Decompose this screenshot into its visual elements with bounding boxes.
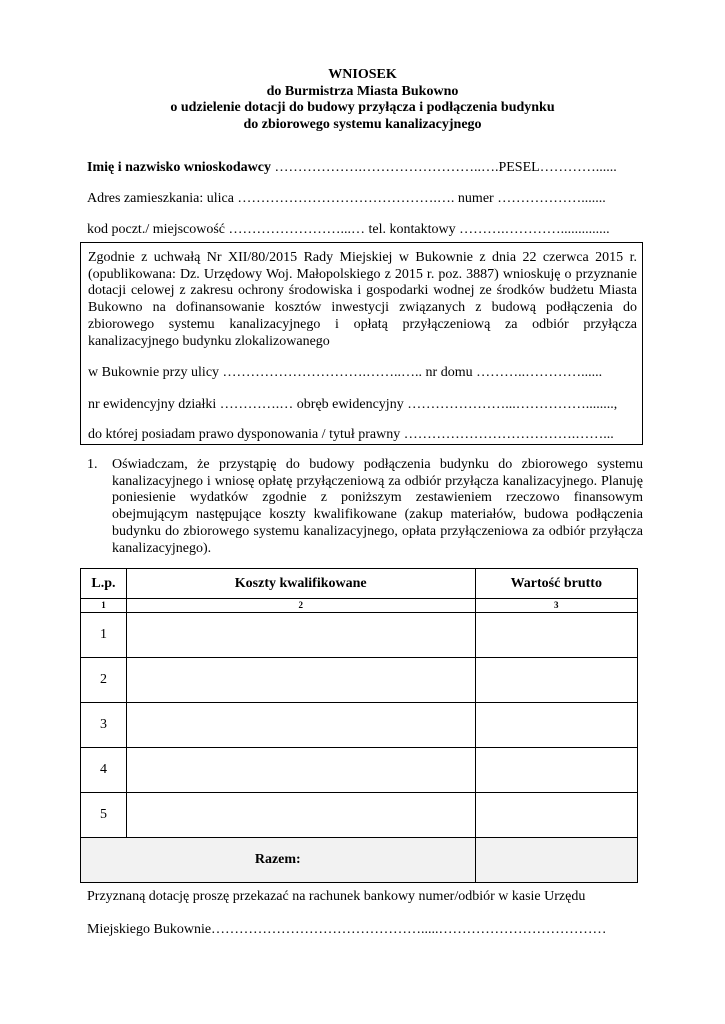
row-number: 3 — [81, 703, 127, 748]
row-number: 5 — [81, 793, 127, 838]
table-row — [81, 793, 638, 838]
table-row — [81, 613, 638, 658]
applicant-name-label: Imię i nazwisko wnioskodawcy — [87, 160, 271, 175]
applicant-name-line — [87, 160, 617, 176]
request-paragraph: Zgodnie z uchwałą Nr XII/80/2015 Rady Miejskiej w Bukownie z dnia 22 czerwca 2015 r. (opublikowana: Dz. Urzędowy Woj. Małopolskiego z 2015 r. poz. 3887) wnioskuję o przyznanie dotacji celowej z zakresu ochrony środowiska i gospodarki wodnej ze środków budżetu Miasta Bukowno na dofinansowanie kosztów inwestycji związanych z budową podłączenia do zbiorowego systemu kanalizacyjnego i opłatą przyłączeniową za odbiór przyłącza kanalizacyjnego budynku zlokalizowanego — [88, 250, 637, 349]
address-line[interactable]: Adres zamieszkania: ulica …………………………………….…. numer ………………....... — [87, 191, 606, 206]
cost-cell[interactable] — [126, 793, 475, 838]
bank-account-line: Przyznaną dotację proszę przekazać na rachunek bankowy numer/odbiór w kasie Urzędu — [87, 889, 586, 904]
subheader-2: 2 — [126, 599, 475, 613]
table-subheader-row — [81, 599, 638, 613]
table-row — [81, 658, 638, 703]
row-number: 1 — [81, 613, 127, 658]
table-row — [81, 703, 638, 748]
subheader-3: 3 — [475, 599, 637, 613]
street-line[interactable]: w Bukownie przy ulicy ………………………….……..….. nr domu ………..…………...... — [88, 365, 603, 380]
cost-cell[interactable] — [126, 748, 475, 793]
total-row — [81, 838, 638, 883]
legal-title-line[interactable]: do której posiadam prawo dysponowania / tytuł prawny ……………………………….……... — [88, 427, 614, 442]
document-header — [0, 67, 725, 133]
total-value-cell[interactable] — [475, 838, 637, 883]
row-number: 4 — [81, 748, 127, 793]
table-header-row — [81, 569, 638, 599]
postal-line[interactable]: kod poczt./ miejscowość ……………………...… tel. kontaktowy ……….………….............. — [87, 222, 610, 237]
parcel-line[interactable]: nr ewidencyjny działki ………….… obręb ewidencyjny …………………...……………........, — [88, 397, 618, 412]
applicant-name-field[interactable]: ……………….……………………..….PESEL…………...... — [270, 160, 617, 175]
value-cell[interactable] — [475, 658, 637, 703]
statement-text: Oświadczam, że przystąpię do budowy podłączenia budynku do zbiorowego systemu kanalizacyjnego i wniosę opłatę przyłączeniową za odbiór przyłącza kanalizacyjnego. Planuję poniesienie wydatków zgodnie z poniższym zestawieniem rzeczowo finansowym obejmującym następujące koszty kwalifikowane (zakup materiałów, budowa podłączenia budynku do zbiorowego systemu kanalizacyjnego, opłata przyłączeniowa za odbiór przyłącza kanalizacyjnego). — [112, 457, 643, 556]
total-label: Razem: — [81, 838, 476, 883]
bank-account-field[interactable]: Miejskiego Bukownie……………………………………….....……………………………… — [87, 922, 607, 937]
value-cell[interactable] — [475, 613, 637, 658]
header-subject-cont: do zbiorowego systemu kanalizacyjnego — [243, 116, 482, 132]
request-box — [80, 242, 643, 445]
row-number: 2 — [81, 658, 127, 703]
value-cell[interactable] — [475, 748, 637, 793]
statement-number: 1. — [87, 457, 98, 472]
cost-cell[interactable] — [126, 613, 475, 658]
subheader-1: 1 — [81, 599, 127, 613]
document-title: WNIOSEK — [328, 67, 397, 82]
header-lp: L.p. — [81, 569, 127, 599]
table-row — [81, 748, 638, 793]
header-addressee: do Burmistrza Miasta Bukowno — [266, 83, 459, 99]
value-cell[interactable] — [475, 793, 637, 838]
costs-table — [80, 568, 638, 883]
statement — [87, 457, 643, 557]
header-costs: Koszty kwalifikowane — [126, 569, 475, 599]
cost-cell[interactable] — [126, 658, 475, 703]
cost-cell[interactable] — [126, 703, 475, 748]
header-value: Wartość brutto — [475, 569, 637, 599]
header-subject: o udzielenie dotacji do budowy przyłącza i podłączenia budynku — [170, 100, 555, 115]
value-cell[interactable] — [475, 703, 637, 748]
